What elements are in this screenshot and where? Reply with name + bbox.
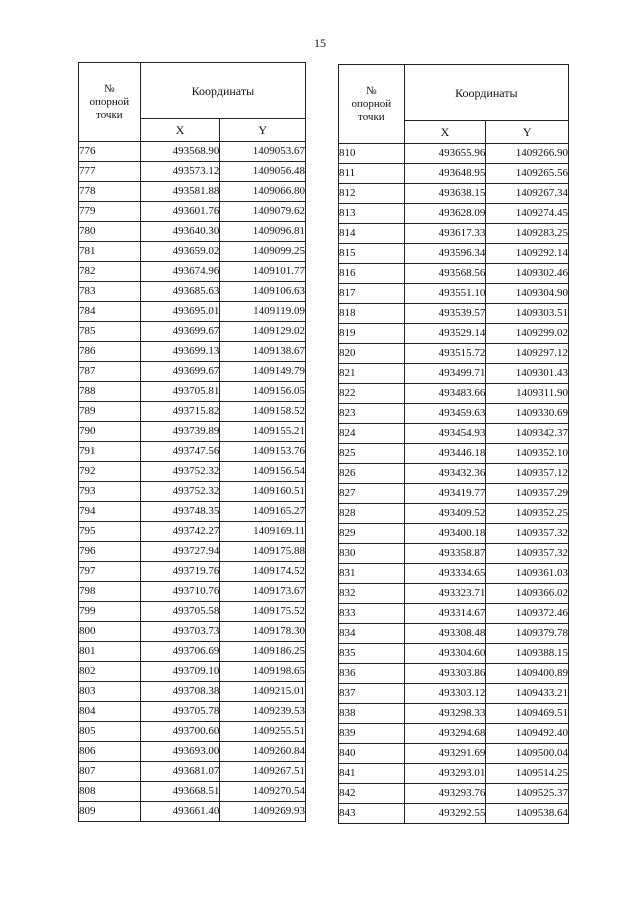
point-number-cell: 827 <box>339 484 405 504</box>
point-number-cell: 831 <box>339 564 405 584</box>
y-coordinate-cell: 1409357.12 <box>486 464 569 484</box>
x-coordinate-cell: 493693.00 <box>140 742 220 762</box>
y-coordinate-cell: 1409165.27 <box>220 502 306 522</box>
x-coordinate-cell: 493303.12 <box>404 684 486 704</box>
y-coordinate-cell: 1409525.37 <box>486 784 569 804</box>
table-row <box>339 144 569 164</box>
y-coordinate-cell: 1409198.65 <box>220 662 306 682</box>
x-coordinate-cell: 493739.89 <box>140 422 220 442</box>
table-row <box>79 202 306 222</box>
point-number-cell: 782 <box>79 262 141 282</box>
x-coordinate-cell: 493674.96 <box>140 262 220 282</box>
x-coordinate-cell: 493699.67 <box>140 362 220 382</box>
point-number-cell: 808 <box>79 782 141 802</box>
y-coordinate-cell: 1409357.29 <box>486 484 569 504</box>
point-number-cell: 793 <box>79 482 141 502</box>
y-coordinate-cell: 1409239.53 <box>220 702 306 722</box>
point-number-cell: 801 <box>79 642 141 662</box>
y-coordinate-cell: 1409255.51 <box>220 722 306 742</box>
y-coordinate-cell: 1409215.01 <box>220 682 306 702</box>
point-number-cell: 836 <box>339 664 405 684</box>
y-coordinate-cell: 1409311.90 <box>486 384 569 404</box>
point-number-cell: 792 <box>79 462 141 482</box>
point-number-cell: 832 <box>339 584 405 604</box>
point-number-cell: 821 <box>339 364 405 384</box>
x-coordinate-cell: 493308.48 <box>404 624 486 644</box>
x-coordinate-cell: 493661.40 <box>140 802 220 822</box>
header-coordinates: Координаты <box>140 63 305 119</box>
x-coordinate-cell: 493432.36 <box>404 464 486 484</box>
point-number-cell: 785 <box>79 322 141 342</box>
table-row <box>79 442 306 462</box>
header-x: X <box>140 119 220 142</box>
y-coordinate-cell: 1409156.54 <box>220 462 306 482</box>
table-row <box>339 544 569 564</box>
point-number-cell: 798 <box>79 582 141 602</box>
point-number-cell: 819 <box>339 324 405 344</box>
y-coordinate-cell: 1409160.51 <box>220 482 306 502</box>
x-coordinate-cell: 493314.67 <box>404 604 486 624</box>
y-coordinate-cell: 1409101.77 <box>220 262 306 282</box>
point-number-cell: 820 <box>339 344 405 364</box>
point-number-cell: 830 <box>339 544 405 564</box>
point-number-cell: 805 <box>79 722 141 742</box>
table-row <box>339 804 569 824</box>
y-coordinate-cell: 1409357.32 <box>486 524 569 544</box>
table-row <box>339 204 569 224</box>
point-number-cell: 825 <box>339 444 405 464</box>
x-coordinate-cell: 493719.76 <box>140 562 220 582</box>
y-coordinate-cell: 1409156.05 <box>220 382 306 402</box>
table-row <box>339 244 569 264</box>
y-coordinate-cell: 1409538.64 <box>486 804 569 824</box>
point-number-cell: 791 <box>79 442 141 462</box>
point-number-cell: 804 <box>79 702 141 722</box>
point-number-cell: 795 <box>79 522 141 542</box>
x-coordinate-cell: 493409.52 <box>404 504 486 524</box>
point-number-cell: 807 <box>79 762 141 782</box>
table-row <box>79 162 306 182</box>
x-coordinate-cell: 493596.34 <box>404 244 486 264</box>
x-coordinate-cell: 493323.71 <box>404 584 486 604</box>
table-row <box>79 282 306 302</box>
y-coordinate-cell: 1409053.67 <box>220 142 306 162</box>
table-row <box>79 142 306 162</box>
table-row <box>339 404 569 424</box>
table-row <box>79 182 306 202</box>
table-row <box>339 784 569 804</box>
y-coordinate-cell: 1409266.90 <box>486 144 569 164</box>
x-coordinate-cell: 493400.18 <box>404 524 486 544</box>
point-number-cell: 822 <box>339 384 405 404</box>
y-coordinate-cell: 1409079.62 <box>220 202 306 222</box>
table-row <box>79 522 306 542</box>
coordinates-table-left <box>78 62 306 822</box>
table-row <box>79 542 306 562</box>
point-number-cell: 797 <box>79 562 141 582</box>
point-number-cell: 803 <box>79 682 141 702</box>
x-coordinate-cell: 493668.51 <box>140 782 220 802</box>
table-row <box>79 682 306 702</box>
point-number-cell: 781 <box>79 242 141 262</box>
y-coordinate-cell: 1409260.84 <box>220 742 306 762</box>
table-row <box>339 424 569 444</box>
x-coordinate-cell: 493715.82 <box>140 402 220 422</box>
y-coordinate-cell: 1409158.52 <box>220 402 306 422</box>
table-row <box>339 284 569 304</box>
y-coordinate-cell: 1409366.02 <box>486 584 569 604</box>
point-number-cell: 794 <box>79 502 141 522</box>
table-row <box>79 622 306 642</box>
y-coordinate-cell: 1409175.88 <box>220 542 306 562</box>
x-coordinate-cell: 493499.71 <box>404 364 486 384</box>
table-row <box>339 664 569 684</box>
point-number-cell: 809 <box>79 802 141 822</box>
table-row <box>339 744 569 764</box>
y-coordinate-cell: 1409099.25 <box>220 242 306 262</box>
y-coordinate-cell: 1409304.90 <box>486 284 569 304</box>
y-coordinate-cell: 1409469.51 <box>486 704 569 724</box>
header-num-sign: № <box>366 84 377 97</box>
x-coordinate-cell: 493446.18 <box>404 444 486 464</box>
table-row <box>339 604 569 624</box>
y-coordinate-cell: 1409267.34 <box>486 184 569 204</box>
y-coordinate-cell: 1409500.04 <box>486 744 569 764</box>
y-coordinate-cell: 1409269.93 <box>220 802 306 822</box>
point-number-cell: 841 <box>339 764 405 784</box>
table-row <box>79 422 306 442</box>
x-coordinate-cell: 493298.33 <box>404 704 486 724</box>
x-coordinate-cell: 493706.69 <box>140 642 220 662</box>
y-coordinate-cell: 1409066.80 <box>220 182 306 202</box>
table-row <box>339 624 569 644</box>
y-coordinate-cell: 1409379.78 <box>486 624 569 644</box>
x-coordinate-cell: 493699.13 <box>140 342 220 362</box>
table-row <box>339 724 569 744</box>
table-row <box>79 302 306 322</box>
x-coordinate-cell: 493685.63 <box>140 282 220 302</box>
x-coordinate-cell: 493334.65 <box>404 564 486 584</box>
table-row <box>79 402 306 422</box>
point-number-cell: 843 <box>339 804 405 824</box>
point-number-cell: 779 <box>79 202 141 222</box>
y-coordinate-cell: 1409173.67 <box>220 582 306 602</box>
point-number-cell: 811 <box>339 164 405 184</box>
point-number-cell: 790 <box>79 422 141 442</box>
x-coordinate-cell: 493291.69 <box>404 744 486 764</box>
table-row <box>339 504 569 524</box>
y-coordinate-cell: 1409265.56 <box>486 164 569 184</box>
y-coordinate-cell: 1409302.46 <box>486 264 569 284</box>
y-coordinate-cell: 1409155.21 <box>220 422 306 442</box>
point-number-cell: 796 <box>79 542 141 562</box>
point-number-cell: 814 <box>339 224 405 244</box>
point-number-cell: 780 <box>79 222 141 242</box>
point-number-cell: 835 <box>339 644 405 664</box>
table-row <box>339 304 569 324</box>
point-number-cell: 812 <box>339 184 405 204</box>
x-coordinate-cell: 493573.12 <box>140 162 220 182</box>
x-coordinate-cell: 493529.14 <box>404 324 486 344</box>
point-number-cell: 806 <box>79 742 141 762</box>
y-coordinate-cell: 1409056.48 <box>220 162 306 182</box>
point-number-cell: 817 <box>339 284 405 304</box>
point-number-cell: 833 <box>339 604 405 624</box>
y-coordinate-cell: 1409274.45 <box>486 204 569 224</box>
header-point-number <box>339 65 405 144</box>
point-number-cell: 802 <box>79 662 141 682</box>
y-coordinate-cell: 1409292.14 <box>486 244 569 264</box>
x-coordinate-cell: 493638.15 <box>404 184 486 204</box>
y-coordinate-cell: 1409106.63 <box>220 282 306 302</box>
table-row <box>339 464 569 484</box>
y-coordinate-cell: 1409352.25 <box>486 504 569 524</box>
y-coordinate-cell: 1409372.46 <box>486 604 569 624</box>
table-row <box>339 224 569 244</box>
y-coordinate-cell: 1409169.11 <box>220 522 306 542</box>
table-row <box>79 382 306 402</box>
point-number-cell: 829 <box>339 524 405 544</box>
point-number-cell: 810 <box>339 144 405 164</box>
header-coordinates: Координаты <box>404 65 568 121</box>
x-coordinate-cell: 493705.58 <box>140 602 220 622</box>
header-num-sign: № <box>104 82 115 95</box>
y-coordinate-cell: 1409186.25 <box>220 642 306 662</box>
x-coordinate-cell: 493293.01 <box>404 764 486 784</box>
x-coordinate-cell: 493742.27 <box>140 522 220 542</box>
x-coordinate-cell: 493708.38 <box>140 682 220 702</box>
table-row <box>339 364 569 384</box>
table-row <box>79 462 306 482</box>
point-number-cell: 838 <box>339 704 405 724</box>
table-row <box>339 184 569 204</box>
x-coordinate-cell: 493748.35 <box>140 502 220 522</box>
table-row <box>339 264 569 284</box>
header-num-word1: опорной <box>351 97 392 110</box>
x-coordinate-cell: 493601.76 <box>140 202 220 222</box>
table-row <box>79 702 306 722</box>
x-coordinate-cell: 493695.01 <box>140 302 220 322</box>
point-number-cell: 818 <box>339 304 405 324</box>
x-coordinate-cell: 493304.60 <box>404 644 486 664</box>
point-number-cell: 786 <box>79 342 141 362</box>
y-coordinate-cell: 1409138.67 <box>220 342 306 362</box>
header-num-word2: точки <box>358 110 385 123</box>
table-row <box>79 742 306 762</box>
header-num-word1: опорной <box>89 95 130 108</box>
y-coordinate-cell: 1409301.43 <box>486 364 569 384</box>
table-row <box>79 582 306 602</box>
x-coordinate-cell: 493705.78 <box>140 702 220 722</box>
point-number-cell: 828 <box>339 504 405 524</box>
y-coordinate-cell: 1409514.25 <box>486 764 569 784</box>
x-coordinate-cell: 493568.56 <box>404 264 486 284</box>
table-row <box>79 362 306 382</box>
point-number-cell: 776 <box>79 142 141 162</box>
y-coordinate-cell: 1409330.69 <box>486 404 569 424</box>
point-number-cell: 840 <box>339 744 405 764</box>
point-number-cell: 813 <box>339 204 405 224</box>
header-num-word2: точки <box>96 108 123 121</box>
table-row <box>79 662 306 682</box>
x-coordinate-cell: 493710.76 <box>140 582 220 602</box>
y-coordinate-cell: 1409129.02 <box>220 322 306 342</box>
y-coordinate-cell: 1409433.21 <box>486 684 569 704</box>
x-coordinate-cell: 493655.96 <box>404 144 486 164</box>
point-number-cell: 788 <box>79 382 141 402</box>
x-coordinate-cell: 493659.02 <box>140 242 220 262</box>
point-number-cell: 800 <box>79 622 141 642</box>
header-y: Y <box>486 121 569 144</box>
table-row <box>79 762 306 782</box>
y-coordinate-cell: 1409352.10 <box>486 444 569 464</box>
y-coordinate-cell: 1409153.76 <box>220 442 306 462</box>
table-row <box>79 802 306 822</box>
point-number-cell: 826 <box>339 464 405 484</box>
x-coordinate-cell: 493294.68 <box>404 724 486 744</box>
y-coordinate-cell: 1409357.32 <box>486 544 569 564</box>
table-row <box>339 524 569 544</box>
x-coordinate-cell: 493292.55 <box>404 804 486 824</box>
x-coordinate-cell: 493515.72 <box>404 344 486 364</box>
y-coordinate-cell: 1409096.81 <box>220 222 306 242</box>
point-number-cell: 777 <box>79 162 141 182</box>
header-point-number <box>79 63 141 142</box>
point-number-cell: 823 <box>339 404 405 424</box>
x-coordinate-cell: 493747.56 <box>140 442 220 462</box>
table-row <box>79 482 306 502</box>
x-coordinate-cell: 493568.90 <box>140 142 220 162</box>
table-row <box>339 444 569 464</box>
table-row <box>339 584 569 604</box>
point-number-cell: 824 <box>339 424 405 444</box>
table-row <box>79 502 306 522</box>
table-row <box>339 684 569 704</box>
y-coordinate-cell: 1409119.09 <box>220 302 306 322</box>
x-coordinate-cell: 493705.81 <box>140 382 220 402</box>
y-coordinate-cell: 1409270.54 <box>220 782 306 802</box>
table-row <box>339 484 569 504</box>
y-coordinate-cell: 1409299.02 <box>486 324 569 344</box>
y-coordinate-cell: 1409342.37 <box>486 424 569 444</box>
point-number-cell: 839 <box>339 724 405 744</box>
point-number-cell: 799 <box>79 602 141 622</box>
table-row <box>339 564 569 584</box>
table-row <box>79 262 306 282</box>
x-coordinate-cell: 493539.57 <box>404 304 486 324</box>
point-number-cell: 834 <box>339 624 405 644</box>
x-coordinate-cell: 493681.07 <box>140 762 220 782</box>
y-coordinate-cell: 1409149.79 <box>220 362 306 382</box>
point-number-cell: 778 <box>79 182 141 202</box>
point-number-cell: 842 <box>339 784 405 804</box>
y-coordinate-cell: 1409400.89 <box>486 664 569 684</box>
y-coordinate-cell: 1409283.25 <box>486 224 569 244</box>
x-coordinate-cell: 493699.67 <box>140 322 220 342</box>
y-coordinate-cell: 1409175.52 <box>220 602 306 622</box>
table-row <box>79 222 306 242</box>
table-row <box>339 704 569 724</box>
y-coordinate-cell: 1409267.51 <box>220 762 306 782</box>
table-row <box>79 722 306 742</box>
table-row <box>79 642 306 662</box>
point-number-cell: 837 <box>339 684 405 704</box>
x-coordinate-cell: 493709.10 <box>140 662 220 682</box>
coordinates-table-right <box>338 64 569 824</box>
x-coordinate-cell: 493303.86 <box>404 664 486 684</box>
x-coordinate-cell: 493459.63 <box>404 404 486 424</box>
header-x: X <box>404 121 486 144</box>
table-row <box>79 602 306 622</box>
y-coordinate-cell: 1409388.15 <box>486 644 569 664</box>
x-coordinate-cell: 493752.32 <box>140 482 220 502</box>
header-y: Y <box>220 119 306 142</box>
table-row <box>339 324 569 344</box>
y-coordinate-cell: 1409361.03 <box>486 564 569 584</box>
table-row <box>339 164 569 184</box>
x-coordinate-cell: 493293.76 <box>404 784 486 804</box>
x-coordinate-cell: 493454.93 <box>404 424 486 444</box>
x-coordinate-cell: 493551.10 <box>404 284 486 304</box>
table-row <box>79 562 306 582</box>
x-coordinate-cell: 493419.77 <box>404 484 486 504</box>
table-row <box>79 242 306 262</box>
x-coordinate-cell: 493617.33 <box>404 224 486 244</box>
table-row <box>339 344 569 364</box>
y-coordinate-cell: 1409303.51 <box>486 304 569 324</box>
table-row <box>339 644 569 664</box>
table-row <box>79 342 306 362</box>
table-row <box>339 764 569 784</box>
point-number-cell: 783 <box>79 282 141 302</box>
point-number-cell: 784 <box>79 302 141 322</box>
point-number-cell: 816 <box>339 264 405 284</box>
x-coordinate-cell: 493628.09 <box>404 204 486 224</box>
x-coordinate-cell: 493483.66 <box>404 384 486 404</box>
table-row <box>79 782 306 802</box>
x-coordinate-cell: 493581.88 <box>140 182 220 202</box>
point-number-cell: 815 <box>339 244 405 264</box>
x-coordinate-cell: 493752.32 <box>140 462 220 482</box>
x-coordinate-cell: 493700.60 <box>140 722 220 742</box>
y-coordinate-cell: 1409174.52 <box>220 562 306 582</box>
y-coordinate-cell: 1409297.12 <box>486 344 569 364</box>
x-coordinate-cell: 493727.94 <box>140 542 220 562</box>
page-number: 15 <box>314 36 326 50</box>
x-coordinate-cell: 493358.87 <box>404 544 486 564</box>
y-coordinate-cell: 1409178.30 <box>220 622 306 642</box>
x-coordinate-cell: 493640.30 <box>140 222 220 242</box>
x-coordinate-cell: 493648.95 <box>404 164 486 184</box>
point-number-cell: 789 <box>79 402 141 422</box>
table-row <box>339 384 569 404</box>
point-number-cell: 787 <box>79 362 141 382</box>
x-coordinate-cell: 493703.73 <box>140 622 220 642</box>
y-coordinate-cell: 1409492.40 <box>486 724 569 744</box>
table-row <box>79 322 306 342</box>
